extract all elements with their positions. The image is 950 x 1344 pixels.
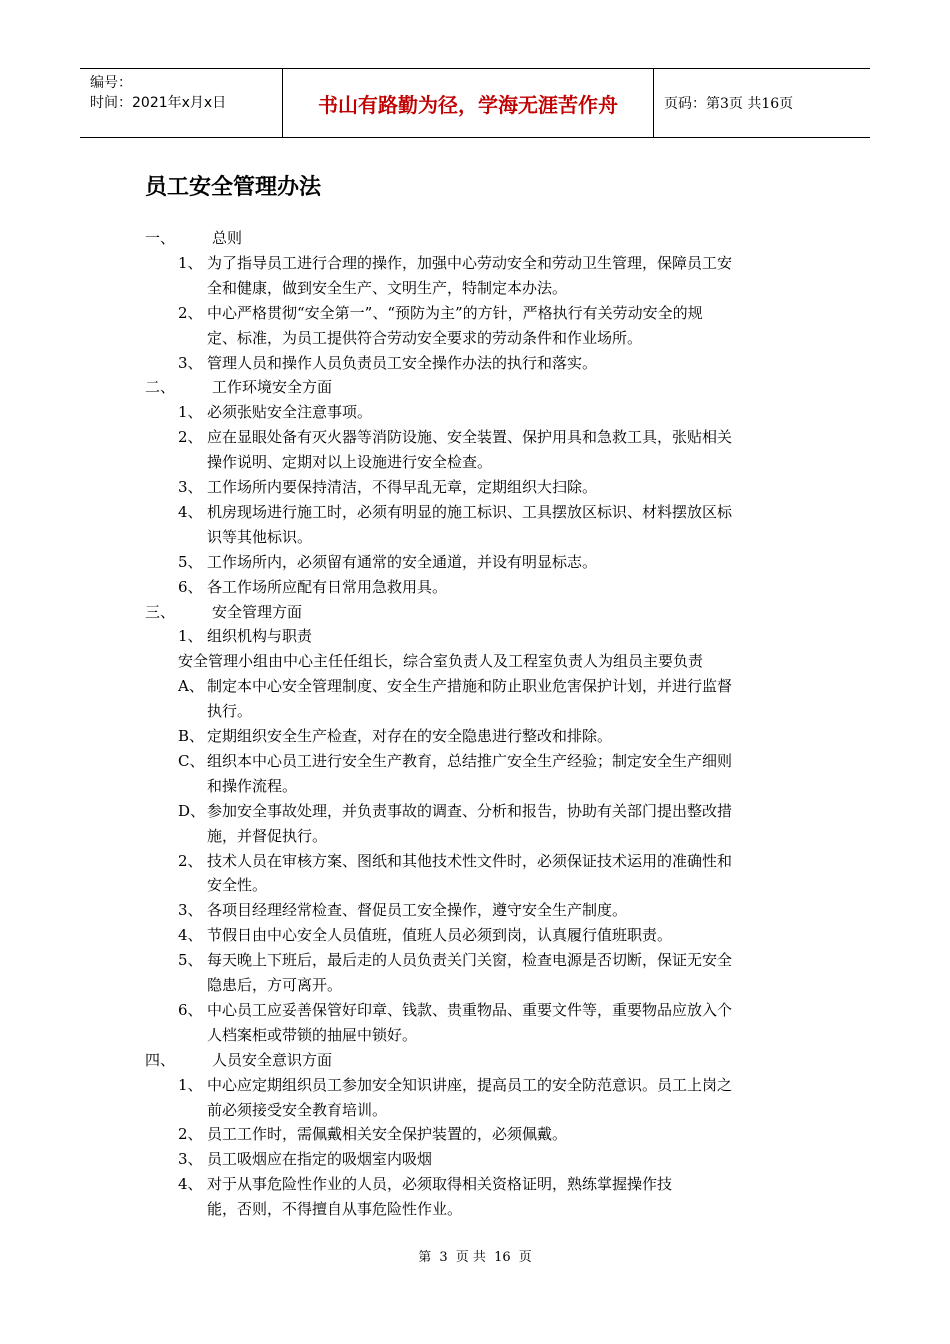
- document-title: 员工安全管理办法: [145, 175, 322, 200]
- page-footer: [0, 1246, 950, 1265]
- list-item-number: 1、: [178, 1075, 203, 1094]
- footer-current-page: 3: [439, 1250, 448, 1265]
- list-item-number: A、: [178, 677, 204, 696]
- list-item-text: 操作说明、定期对以上设施进行安全检查。: [207, 453, 493, 472]
- list-item-number: 4、: [178, 502, 203, 521]
- section-number: 二、: [145, 378, 176, 397]
- list-item-number: C、: [178, 751, 205, 770]
- list-item-text: 中心员工应妥善保管好印章、钱款、贵重物品、重要文件等，重要物品应放入个: [207, 1000, 733, 1019]
- section-number: 四、: [145, 1050, 176, 1069]
- list-item-text: 制定本中心安全管理制度、安全生产措施和防止职业危害保护计划，并进行监督: [207, 677, 733, 696]
- section-heading: 工作环境安全方面: [212, 378, 333, 397]
- section-heading: 人员安全意识方面: [212, 1050, 333, 1069]
- list-item-number: D、: [178, 801, 206, 820]
- header-meta: [80, 69, 282, 137]
- list-item-number: 2、: [178, 1125, 203, 1144]
- footer-prefix: 第: [418, 1250, 432, 1265]
- list-item-text: 人档案柜或带锁的抽屉中锁好。: [207, 1025, 418, 1044]
- list-item-number: 1、: [178, 253, 203, 272]
- list-item-text: 员工吸烟应在指定的吸烟室内吸烟: [207, 1150, 433, 1169]
- list-item-number: 4、: [178, 1175, 203, 1194]
- list-item-number: 5、: [178, 951, 203, 970]
- list-item-number: 2、: [178, 303, 203, 322]
- list-item-text: 识等其他标识。: [207, 527, 313, 546]
- list-item-number: 1、: [178, 403, 203, 422]
- list-item-text: 各项目经理经常检查、督促员工安全操作，遵守安全生产制度。: [207, 901, 628, 920]
- list-item-text: 各工作场所应配有日常用急救用具。: [207, 577, 448, 596]
- page-header: [80, 68, 870, 138]
- list-item-number: 5、: [178, 552, 203, 571]
- code-label: 编号：: [90, 75, 132, 91]
- list-item-text: 技术人员在审核方案、图纸和其他技术性文件时，必须保证技术运用的准确性和: [207, 851, 733, 870]
- list-item-text: 组织本中心员工进行安全生产教育，总结推广安全生产经验；制定安全生产细则: [207, 751, 733, 770]
- list-item-text: 管理人员和操作人员负责员工安全操作办法的执行和落实。: [207, 353, 598, 372]
- list-item-number: 3、: [178, 901, 203, 920]
- list-item-text: 参加安全事故处理，并负责事故的调查、分析和报告，协助有关部门提出整改措: [207, 801, 733, 820]
- list-item-text: 前必须接受安全教育培训。: [207, 1100, 388, 1119]
- list-item-text: 工作场所内，必须留有通常的安全通道，并设有明显标志。: [207, 552, 598, 571]
- list-item-number: 3、: [178, 478, 203, 496]
- section-number: 一、: [145, 229, 176, 247]
- list-item-text: 定、标准，为员工提供符合劳动安全要求的劳动条件和作业场所。: [207, 328, 643, 347]
- header-motto: 书山有路勤为径，学海无涯苦作舟: [282, 69, 654, 137]
- list-item-number: 1、: [178, 627, 203, 646]
- footer-middle: 页 共: [455, 1250, 486, 1265]
- list-item-text: 隐患后，方可离开。: [207, 976, 343, 994]
- list-item-text: 安全性。: [207, 876, 268, 895]
- paragraph-text: 安全管理小组由中心主任任组长，综合室负责人及工程室负责人为组员主要负责: [178, 652, 704, 671]
- list-item-number: 3、: [178, 1150, 203, 1169]
- list-item-text: 对于从事危险性作业的人员，必须取得相关资格证明，熟练掌握操作技: [207, 1175, 673, 1194]
- list-item-number: B、: [178, 727, 205, 745]
- list-item-text: 员工工作时，需佩戴相关安全保护装置的，必须佩戴。: [207, 1125, 568, 1144]
- list-item-text: 每天晚上下班后，最后走的人员负责关门关窗，检查电源是否切断，保证无安全: [207, 951, 733, 970]
- list-item-text: 能，否则，不得擅自从事危险性作业。: [207, 1200, 463, 1219]
- section-heading: 总则: [212, 229, 243, 247]
- list-item-text: 组织机构与职责: [207, 627, 313, 646]
- section-heading: 安全管理方面: [212, 602, 303, 621]
- list-item-text: 全和健康，做到安全生产、文明生产，特制定本办法。: [207, 278, 568, 297]
- list-item-text: 节假日由中心安全人员值班，值班人员必须到岗，认真履行值班职责。: [207, 926, 673, 945]
- list-item-text: 和操作流程。: [207, 776, 298, 795]
- list-item-text: 必须张贴安全注意事项。: [207, 403, 373, 422]
- list-item-text: 执行。: [207, 702, 253, 721]
- header-page-info: 页码：第3页 共16页: [664, 96, 794, 112]
- list-item-text: 施，并督促执行。: [207, 826, 328, 845]
- footer-suffix: 页: [518, 1250, 532, 1265]
- list-item-number: 4、: [178, 926, 203, 945]
- list-item-text: 机房现场进行施工时，必须有明显的施工标识、工具摆放区标识、材料摆放区标: [207, 502, 733, 521]
- list-item-number: 6、: [178, 1000, 203, 1019]
- list-item-number: 2、: [178, 428, 203, 447]
- list-item-text: 应在显眼处备有灭火器等消防设施、安全装置、保护用具和急救工具，张贴相关: [207, 428, 733, 447]
- list-item-text: 工作场所内要保持清洁，不得早乱无章，定期组织大扫除。: [207, 478, 598, 496]
- list-item-number: 2、: [178, 851, 203, 870]
- list-item-text: 定期组织安全生产检查，对存在的安全隐患进行整改和排除。: [207, 727, 613, 745]
- list-item-text: 中心应定期组织员工参加安全知识讲座，提高员工的安全防范意识。员工上岗之: [207, 1075, 733, 1094]
- list-item-text: 中心严格贯彻“安全第一”、“预防为主”的方针，严格执行有关劳动安全的规: [207, 303, 703, 322]
- footer-total-pages: 16: [494, 1250, 511, 1265]
- section-number: 三、: [145, 602, 176, 621]
- list-item-number: 3、: [178, 353, 203, 372]
- list-item-text: 为了指导员工进行合理的操作，加强中心劳动安全和劳动卫生管理，保障员工安: [207, 253, 733, 272]
- list-item-number: 6、: [178, 577, 203, 596]
- time-label: 时间：2021年x月x日: [90, 95, 227, 111]
